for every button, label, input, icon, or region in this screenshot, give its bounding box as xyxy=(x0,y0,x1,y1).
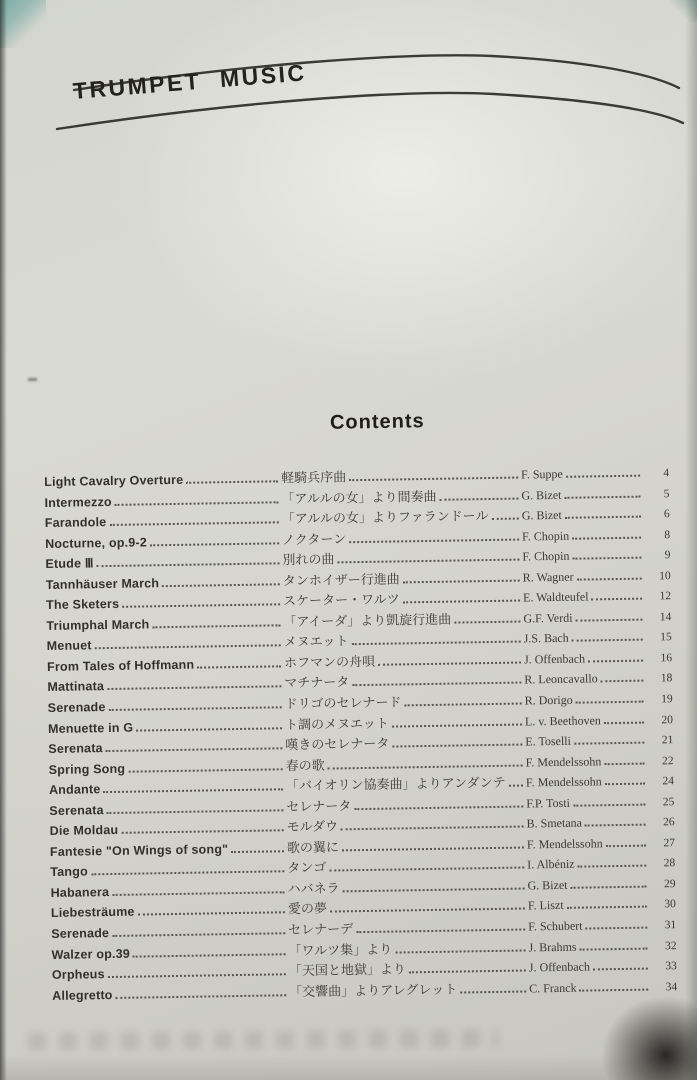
toc-entry-composer: F. Suppe xyxy=(521,466,563,482)
toc-entry-page-number: 9 xyxy=(664,549,671,562)
toc-entry-title-ja: ハバネラ xyxy=(287,881,340,898)
dotted-leader xyxy=(152,614,280,628)
dotted-leader xyxy=(107,799,284,814)
dotted-leader xyxy=(231,840,284,853)
toc-entry-composer: G. Bizet xyxy=(527,877,568,893)
dotted-leader xyxy=(491,508,519,520)
dotted-leader xyxy=(97,553,280,568)
toc-entry-title-en: The Sketers xyxy=(45,597,120,613)
toc-cell-english xyxy=(48,696,285,715)
toc-entry-composer: F. Mendelssohn xyxy=(525,753,602,770)
toc-entry-title-ja: マチナータ xyxy=(284,675,350,692)
toc-entry-title-en: Light Cavalry Overture xyxy=(44,472,184,489)
toc-entry-title-ja: 「アイーダ」より凱旋行進曲 xyxy=(283,612,452,631)
dotted-leader xyxy=(136,717,282,731)
toc-cell-composer xyxy=(526,752,648,770)
toc-entry-page-number: 29 xyxy=(663,878,676,891)
toc-cell-english xyxy=(49,778,286,797)
toc-cell-japanese xyxy=(282,546,522,569)
toc-entry-composer: R. Leoncavallo xyxy=(524,671,598,687)
toc-entry-composer: F. Mendelssohn xyxy=(525,774,602,790)
toc-cell-japanese xyxy=(288,915,528,938)
toc-cell-english xyxy=(50,861,287,880)
toc-entry-page-number: 5 xyxy=(663,487,670,500)
toc-cell-composer xyxy=(524,649,646,667)
toc-cell-japanese xyxy=(289,977,529,1000)
toc-cell-composer xyxy=(528,896,650,914)
dotted-leader xyxy=(606,834,646,847)
dotted-leader xyxy=(354,795,523,810)
toc-entry-title-en: Serenata xyxy=(48,741,103,757)
toc-cell-japanese xyxy=(282,525,522,548)
toc-entry-title-ja: メヌエット xyxy=(283,634,349,651)
dotted-leader xyxy=(392,713,522,727)
dotted-leader xyxy=(351,631,520,646)
toc-cell-english xyxy=(51,881,288,900)
toc-entry-title-ja: 「バイオリン協奏曲」よりアンダンテ xyxy=(285,775,506,795)
toc-entry-composer: F.P. Tosti xyxy=(526,795,571,811)
toc-cell-japanese xyxy=(284,648,524,671)
dotted-leader xyxy=(605,773,645,786)
dotted-leader xyxy=(352,672,521,687)
toc-cell-japanese xyxy=(287,833,527,856)
dotted-leader xyxy=(404,693,521,707)
dotted-leader xyxy=(108,963,286,978)
toc-entry-title-ja: セレナータ xyxy=(286,798,352,815)
dotted-leader xyxy=(356,919,525,934)
toc-entry-title-en: Menuette in G xyxy=(47,720,134,736)
dotted-leader xyxy=(565,506,641,519)
dotted-leader xyxy=(329,857,524,872)
photo-shadow-corner-bottom-right xyxy=(601,996,697,1080)
toc-entry-composer: L. v. Beethoven xyxy=(524,712,601,729)
toc-cell-japanese xyxy=(287,854,527,877)
dotted-leader xyxy=(576,691,644,704)
toc-entry-page-number: 8 xyxy=(664,528,671,541)
dotted-leader xyxy=(103,778,283,793)
dotted-leader xyxy=(395,939,526,953)
toc-cell-english xyxy=(45,532,282,551)
toc-cell-english xyxy=(50,840,287,859)
toc-entry-page-number: 30 xyxy=(664,898,676,911)
dotted-leader xyxy=(106,737,283,752)
toc-entry-title-ja: タンホイザー行進曲 xyxy=(282,572,400,589)
page-showthrough-smudge xyxy=(28,1029,498,1050)
dotted-leader xyxy=(403,569,520,583)
toc-entry-composer: J. Offenbach xyxy=(528,959,591,975)
toc-cell-japanese xyxy=(286,813,526,836)
toc-entry-page-number: 32 xyxy=(664,939,677,952)
toc-entry-title-en: From Tales of Hoffmann xyxy=(46,657,195,674)
dotted-leader xyxy=(593,958,648,971)
toc-entry-title-ja: タンゴ xyxy=(287,861,327,877)
toc-entry-composer: E. Toselli xyxy=(525,733,572,749)
toc-cell-japanese xyxy=(283,607,523,630)
toc-entry-title-ja: 嘆きのセレナータ xyxy=(285,736,390,754)
toc-entry-composer: F. Chopin xyxy=(521,528,570,544)
toc-entry-title-en: Serenade xyxy=(51,926,110,941)
toc-entry-title-en: Nocturne, op.9-2 xyxy=(45,535,148,551)
dotted-leader xyxy=(112,922,285,937)
toc-entry-page-number: 20 xyxy=(661,713,674,726)
toc-entry-page-number: 12 xyxy=(659,590,672,603)
toc-cell-composer xyxy=(526,814,648,832)
toc-cell-english xyxy=(51,943,288,962)
toc-entry-title-ja: 「アルルの女」より間奏曲 xyxy=(281,489,437,507)
toc-entry-page-number: 6 xyxy=(663,508,670,521)
toc-cell-japanese xyxy=(285,731,525,754)
toc-cell-japanese xyxy=(283,587,523,610)
toc-cell-japanese xyxy=(287,874,527,897)
dotted-leader xyxy=(121,820,283,835)
dotted-leader xyxy=(591,588,642,601)
toc-cell-japanese xyxy=(289,957,529,980)
dotted-leader xyxy=(186,470,278,483)
toc-cell-english xyxy=(47,676,284,695)
toc-entry-title-en: Intermezzo xyxy=(44,494,112,510)
toc-cell-english xyxy=(48,737,285,756)
toc-cell-english xyxy=(50,820,287,839)
toc-cell-composer xyxy=(523,608,645,626)
dotted-leader xyxy=(107,676,281,691)
toc-cell-japanese xyxy=(286,792,526,815)
toc-entry-composer: B. Smetana xyxy=(526,815,583,831)
toc-entry-page-number: 24 xyxy=(662,775,675,788)
dotted-leader xyxy=(328,754,523,769)
toc-entry-title-en: Farandole xyxy=(44,515,107,531)
toc-entry-composer: F. Mendelssohn xyxy=(526,836,603,852)
dotted-leader xyxy=(112,881,285,896)
toc-cell-composer xyxy=(528,937,650,955)
toc-entry-title-en: Andante xyxy=(48,782,101,798)
toc-entry-composer: I. Albéniz xyxy=(527,857,575,872)
dotted-leader xyxy=(403,590,521,604)
dotted-leader xyxy=(573,793,646,806)
toc-entry-page-number: 28 xyxy=(663,857,676,870)
dotted-leader xyxy=(378,651,521,665)
toc-entry-title-ja: セレナーデ xyxy=(288,922,354,939)
dotted-leader xyxy=(341,816,524,831)
toc-cell-english xyxy=(46,614,283,633)
toc-entry-title-en: Tannhäuser March xyxy=(45,575,160,592)
toc-cell-japanese xyxy=(284,669,524,692)
toc-cell-english xyxy=(48,717,285,736)
toc-entry-title-en: Etude Ⅲ xyxy=(45,556,94,572)
toc-entry-title-ja: 愛の夢 xyxy=(287,902,328,918)
toc-cell-composer xyxy=(522,506,644,524)
dotted-leader xyxy=(601,670,644,683)
toc-entry-title-en: Serenade xyxy=(47,700,106,715)
toc-entry-title-en: Liebesträume xyxy=(50,905,135,921)
paper-speck xyxy=(28,378,37,381)
dotted-leader xyxy=(133,943,286,957)
toc-entry-title-en: Mattinata xyxy=(47,679,105,695)
toc-entry-title-ja: 歌の翼に xyxy=(286,840,340,857)
dotted-leader xyxy=(588,650,643,663)
toc-cell-english xyxy=(45,511,282,530)
toc-entry-composer: F. Liszt xyxy=(527,898,564,913)
toc-cell-composer xyxy=(528,917,650,935)
toc-entry-title-en: Serenata xyxy=(49,802,104,818)
toc-entry-title-ja: ト調のメヌエット xyxy=(284,716,389,733)
toc-entry-composer: E. Waldteufel xyxy=(522,589,589,605)
toc-entry-composer: G. Bizet xyxy=(521,507,562,523)
toc-cell-composer xyxy=(524,670,646,688)
toc-entry-composer: J. Brahms xyxy=(528,939,577,955)
toc-entry-title-en: Tango xyxy=(50,864,88,880)
toc-cell-english xyxy=(45,552,282,571)
dotted-leader xyxy=(454,610,520,623)
toc-entry-page-number: 33 xyxy=(665,960,677,973)
dotted-leader xyxy=(330,898,525,913)
toc-cell-composer xyxy=(523,588,645,606)
toc-cell-composer xyxy=(523,567,645,585)
toc-entry-title-en: Walzer op.39 xyxy=(51,946,131,962)
dotted-leader xyxy=(392,734,522,748)
toc-entry-composer: F. Schubert xyxy=(528,918,583,934)
toc-entry-title-en: Habanera xyxy=(50,884,110,900)
dotted-leader xyxy=(509,775,523,787)
dotted-leader xyxy=(604,711,644,724)
toc-entry-page-number: 34 xyxy=(665,980,678,993)
toc-entry-page-number: 19 xyxy=(661,693,673,706)
toc-cell-english xyxy=(47,635,284,654)
toc-entry-title-ja: ノクターン xyxy=(282,531,347,548)
toc-cell-japanese xyxy=(285,689,525,712)
toc-entry-title-en: Orpheus xyxy=(51,967,105,983)
dotted-leader xyxy=(349,528,519,543)
toc-entry-page-number: 16 xyxy=(660,652,673,665)
page-edge-shadow-bottom xyxy=(0,1054,697,1080)
toc-cell-composer xyxy=(521,485,643,503)
toc-entry-composer: R. Wagner xyxy=(522,569,574,585)
toc-cell-english xyxy=(47,655,284,674)
toc-cell-composer xyxy=(525,711,647,729)
dotted-leader xyxy=(150,532,279,546)
dotted-leader xyxy=(574,732,645,745)
toc-entry-page-number: 14 xyxy=(659,610,672,624)
dotted-leader xyxy=(128,758,283,772)
toc-entry-title-ja: 「ワルツ集」より xyxy=(288,942,393,959)
toc-cell-japanese xyxy=(288,936,528,959)
toc-cell-english xyxy=(46,573,283,592)
dotted-leader xyxy=(342,877,524,892)
dotted-leader xyxy=(138,902,285,916)
toc-entry-composer: C. Franck xyxy=(529,980,577,996)
dotted-leader xyxy=(197,655,281,668)
dotted-leader xyxy=(576,567,641,580)
toc-entry-page-number: 15 xyxy=(660,631,672,644)
book-title: TRUMPET MUSIC xyxy=(71,59,308,104)
toc-entry-page-number: 10 xyxy=(659,569,671,583)
toc-cell-english xyxy=(51,902,288,921)
dotted-leader xyxy=(95,635,281,650)
toc-cell-japanese xyxy=(283,566,523,589)
dotted-leader xyxy=(439,487,518,500)
dotted-leader xyxy=(409,960,526,974)
toc-cell-composer xyxy=(525,732,647,750)
toc-entry-page-number: 4 xyxy=(663,467,670,480)
dotted-leader xyxy=(579,937,647,950)
toc-cell-japanese xyxy=(288,895,528,918)
toc-entry-title-en: Fantesie "On Wings of song" xyxy=(49,841,229,859)
toc-entry-page-number: 31 xyxy=(664,919,677,932)
dotted-leader xyxy=(579,978,648,991)
toc-entry-composer: F. Chopin xyxy=(522,548,570,564)
toc-entry-page-number: 22 xyxy=(662,754,674,767)
dotted-leader xyxy=(108,696,281,711)
dotted-leader xyxy=(162,573,280,587)
dotted-leader xyxy=(337,549,519,564)
toc-cell-english xyxy=(46,594,283,613)
table-of-contents xyxy=(44,461,677,1005)
toc-entry-title-en: Die Moldau xyxy=(49,823,119,839)
toc-cell-japanese xyxy=(286,772,526,795)
toc-cell-composer xyxy=(527,875,649,893)
toc-cell-composer xyxy=(524,629,646,647)
toc-entry-title-en: Spring Song xyxy=(48,761,126,777)
dotted-leader xyxy=(460,980,526,993)
dotted-leader xyxy=(585,917,647,930)
toc-entry-page-number: 25 xyxy=(662,795,675,809)
dotted-leader xyxy=(577,855,646,868)
toc-entry-composer: R. Dorigo xyxy=(524,692,573,708)
toc-entry-title-ja: 春の歌 xyxy=(285,758,325,774)
dotted-leader xyxy=(566,896,646,909)
toc-entry-page-number: 27 xyxy=(663,836,676,850)
dotted-leader xyxy=(572,629,643,642)
toc-entry-title-ja: 軽騎兵序曲 xyxy=(281,470,347,487)
toc-cell-composer xyxy=(529,958,651,976)
toc-cell-japanese xyxy=(281,484,521,507)
toc-entry-composer: J. Offenbach xyxy=(523,651,586,667)
toc-entry-title-ja: 別れの曲 xyxy=(282,552,335,569)
toc-entry-title-ja: スケーター・ワルツ xyxy=(282,592,400,610)
toc-entry-title-ja: 「天国と地獄」より xyxy=(288,962,407,980)
toc-entry-composer: J.S. Bach xyxy=(523,631,569,646)
toc-cell-english xyxy=(51,922,288,941)
dotted-leader xyxy=(570,876,646,889)
toc-entry-title-en: Menuet xyxy=(46,638,92,654)
toc-entry-title-ja: モルダウ xyxy=(286,819,339,836)
toc-cell-english xyxy=(44,470,281,489)
toc-entry-title-en: Triumphal March xyxy=(46,617,150,633)
toc-cell-english xyxy=(49,758,286,777)
toc-entry-title-ja: 「交響曲」よりアレグレット xyxy=(289,982,458,1000)
toc-cell-composer xyxy=(522,526,644,544)
toc-cell-japanese xyxy=(282,505,522,528)
dotted-leader xyxy=(91,861,285,876)
toc-cell-japanese xyxy=(285,751,525,774)
dotted-leader xyxy=(575,608,642,621)
toc-entry-title-en: Allegretto xyxy=(52,987,113,1003)
toc-cell-japanese xyxy=(285,710,525,733)
toc-cell-composer xyxy=(526,773,648,791)
dotted-leader xyxy=(585,814,646,827)
dotted-leader xyxy=(564,485,640,498)
toc-cell-english xyxy=(52,984,289,1003)
toc-cell-composer xyxy=(527,834,649,852)
dotted-leader xyxy=(115,491,279,506)
toc-entry-title-ja: ホフマンの舟唄 xyxy=(283,654,376,672)
dotted-leader xyxy=(566,465,640,478)
dotted-leader xyxy=(572,547,641,560)
toc-cell-composer xyxy=(527,855,649,873)
contents-heading: Contents xyxy=(329,410,425,434)
toc-cell-japanese xyxy=(284,628,524,651)
toc-entry-composer: G. Bizet xyxy=(521,487,562,503)
toc-entry-title-ja: ドリゴのセレナード xyxy=(284,695,402,713)
toc-cell-composer xyxy=(521,465,643,483)
toc-cell-japanese xyxy=(281,464,521,487)
dotted-leader xyxy=(572,526,641,539)
dotted-leader xyxy=(109,511,279,526)
toc-cell-composer xyxy=(525,691,647,709)
toc-entry-page-number: 26 xyxy=(663,816,675,829)
toc-cell-composer xyxy=(522,547,644,565)
toc-entry-page-number: 21 xyxy=(661,734,674,747)
toc-cell-composer xyxy=(529,978,651,996)
dotted-leader xyxy=(349,467,518,482)
toc-cell-english xyxy=(49,799,286,818)
toc-entry-title-ja: 「アルルの女」よりファランドール xyxy=(281,509,489,528)
dotted-leader xyxy=(115,984,286,999)
dotted-leader xyxy=(122,594,280,608)
toc-entry-page-number: 18 xyxy=(660,672,673,685)
dotted-leader xyxy=(604,752,644,765)
toc-cell-english xyxy=(52,963,289,982)
toc-entry-composer: G.F. Verdi xyxy=(523,610,573,626)
toc-cell-composer xyxy=(526,793,648,811)
dotted-leader xyxy=(342,836,524,851)
toc-cell-english xyxy=(44,491,281,510)
